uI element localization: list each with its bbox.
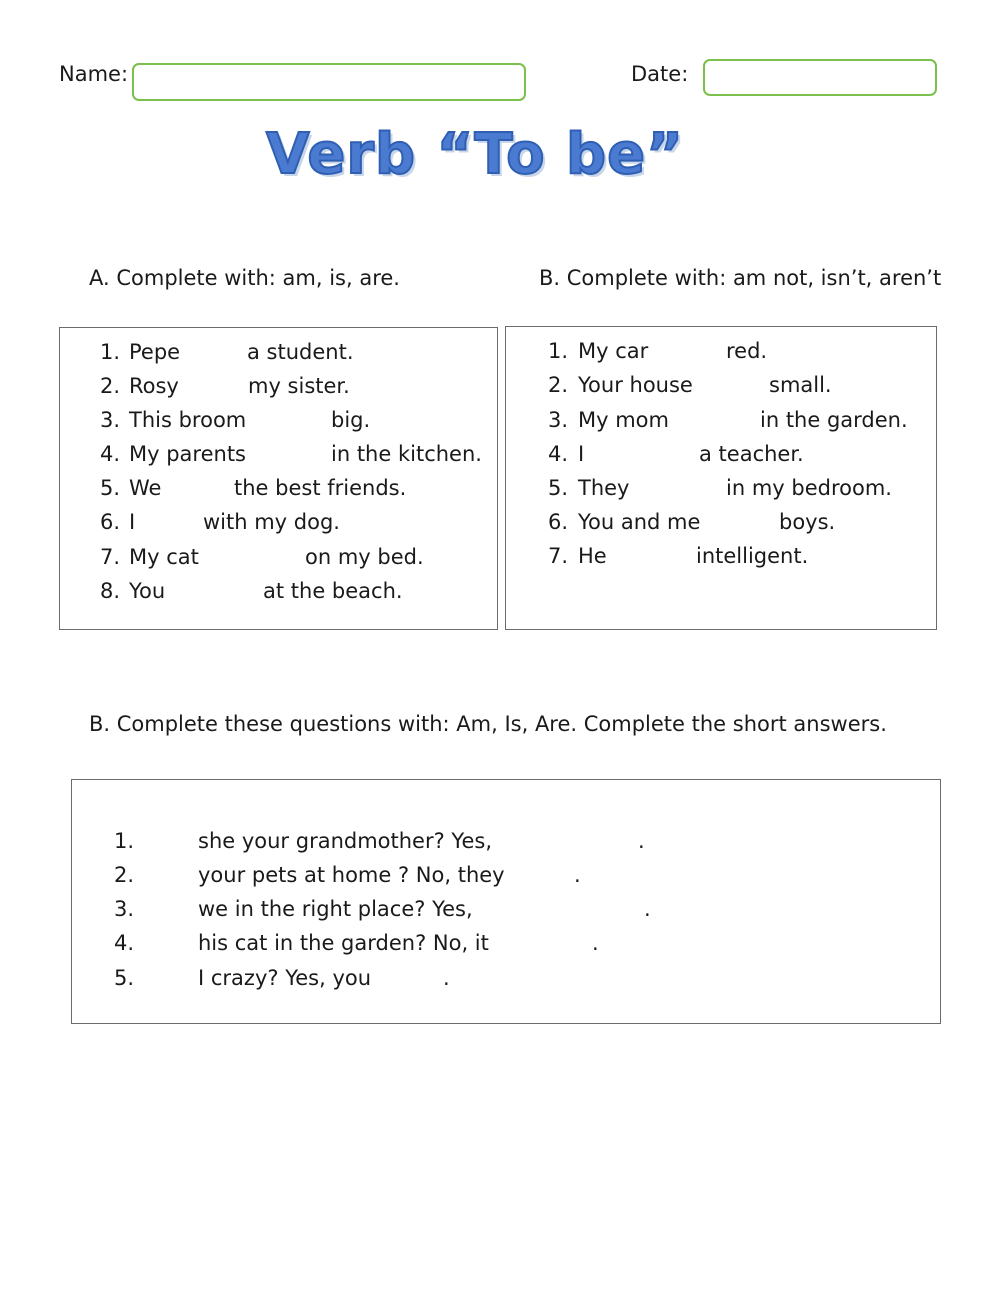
date-field[interactable] (703, 59, 937, 96)
section-a-box (59, 327, 498, 630)
section-a-heading: A. Complete with: am, is, are. (89, 266, 400, 290)
item-rest: big. (331, 408, 371, 432)
item-question: she your grandmother? Yes, (198, 829, 493, 853)
item-number: 3. (114, 897, 135, 921)
item-end: . (592, 931, 599, 955)
item-rest: a teacher. (699, 442, 804, 466)
item-subject: My mom (578, 408, 669, 432)
item-rest: boys. (779, 510, 836, 534)
item-number: 2. (100, 374, 121, 398)
item-number: 5. (100, 476, 121, 500)
item-rest: intelligent. (696, 544, 809, 568)
item-subject: I (578, 442, 585, 466)
section-b-box (505, 326, 937, 630)
item-number: 6. (548, 510, 569, 534)
page-title: Verb “To be” (266, 122, 684, 187)
item-end: . (638, 829, 645, 853)
item-number: 1. (100, 340, 121, 364)
item-subject: Your house (578, 373, 693, 397)
item-subject: My cat (129, 545, 199, 569)
item-question: your pets at home ? No, they (198, 863, 505, 887)
item-rest: a student. (247, 340, 354, 364)
item-end: . (644, 897, 651, 921)
name-label: Name: (59, 62, 129, 86)
item-subject: He (578, 544, 607, 568)
item-rest: at the beach. (263, 579, 403, 603)
item-number: 5. (548, 476, 569, 500)
item-rest: red. (726, 339, 768, 363)
item-number: 2. (548, 373, 569, 397)
item-rest: in the garden. (760, 408, 908, 432)
item-rest: on my bed. (305, 545, 424, 569)
item-number: 2. (114, 863, 135, 887)
item-subject: They (578, 476, 630, 500)
item-number: 4. (114, 931, 135, 955)
item-number: 1. (114, 829, 135, 853)
item-rest: in the kitchen. (331, 442, 482, 466)
item-end: . (443, 966, 450, 990)
item-number: 3. (548, 408, 569, 432)
item-number: 1. (548, 339, 569, 363)
item-subject: We (129, 476, 162, 500)
item-rest: my sister. (248, 374, 350, 398)
item-subject: You and me (578, 510, 701, 534)
item-subject: I (129, 510, 136, 534)
item-subject: Rosy (129, 374, 179, 398)
item-question: we in the right place? Yes, (198, 897, 473, 921)
item-number: 4. (100, 442, 121, 466)
item-subject: This broom (129, 408, 247, 432)
item-number: 7. (100, 545, 121, 569)
item-question: his cat in the garden? No, it (198, 931, 489, 955)
item-number: 7. (548, 544, 569, 568)
item-rest: in my bedroom. (726, 476, 892, 500)
item-rest: the best friends. (234, 476, 407, 500)
item-number: 8. (100, 579, 121, 603)
date-label: Date: (631, 62, 689, 86)
item-end: . (574, 863, 581, 887)
item-subject: You (129, 579, 166, 603)
item-subject: Pepe (129, 340, 181, 364)
section-c-box (71, 779, 941, 1024)
item-subject: My car (578, 339, 649, 363)
item-rest: with my dog. (203, 510, 340, 534)
item-number: 6. (100, 510, 121, 534)
section-c-heading: B. Complete these questions with: Am, Is, Are. Complete the short answers. (89, 712, 887, 736)
item-number: 5. (114, 966, 135, 990)
section-b-heading: B. Complete with: am not, isn’t, aren’t (539, 266, 942, 290)
item-number: 4. (548, 442, 569, 466)
name-field[interactable] (132, 63, 526, 101)
item-question: I crazy? Yes, you (198, 966, 372, 990)
item-number: 3. (100, 408, 121, 432)
item-rest: small. (769, 373, 832, 397)
item-subject: My parents (129, 442, 246, 466)
